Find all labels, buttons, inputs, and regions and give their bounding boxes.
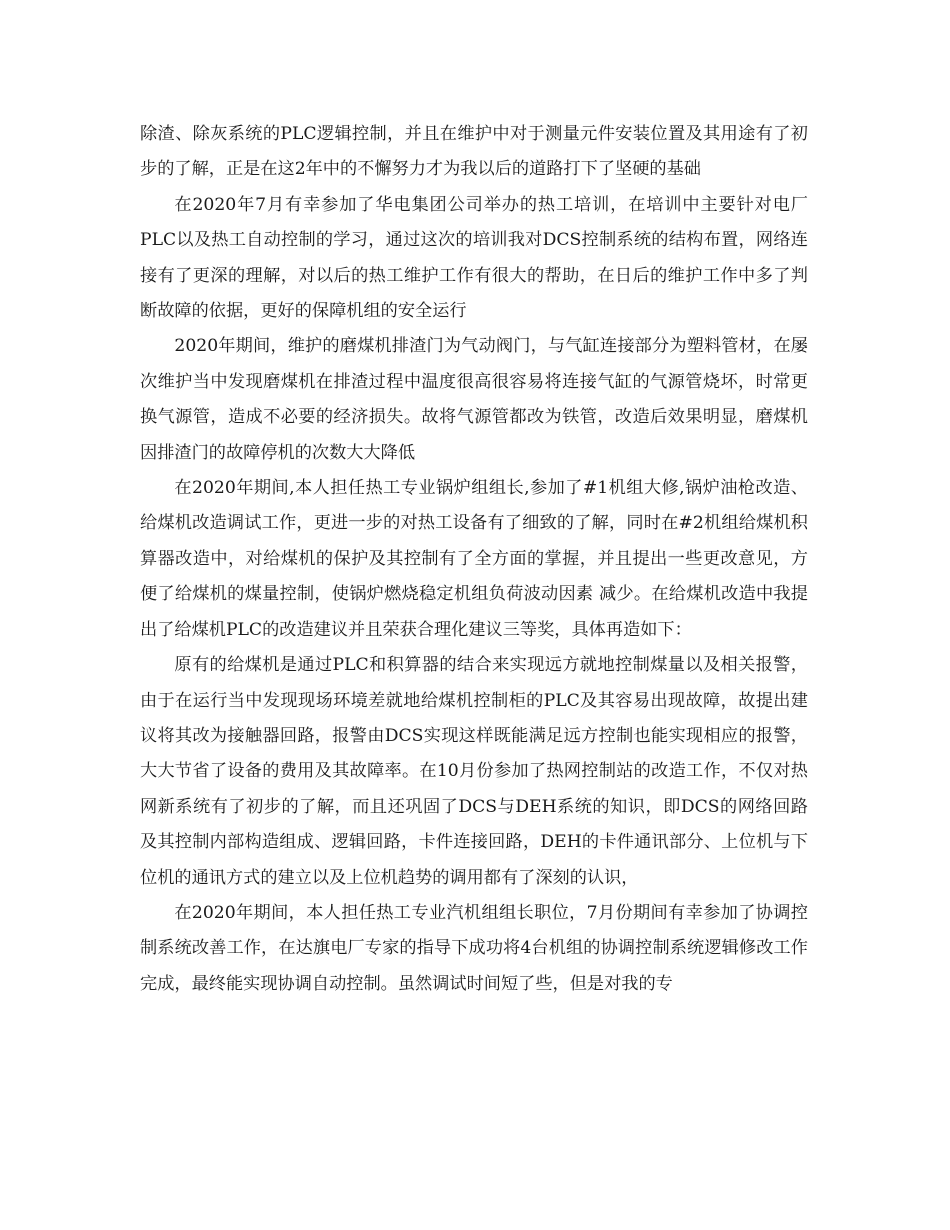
document-body xyxy=(140,117,808,1002)
paragraph-boiler-group: 在2020年期间,本人担任热工专业锅炉组组长,参加了#1机组大修,锅炉油枪改造、给煤机改造调试工作，更进一步的对热工设备有了细致的了解，同时在#2机组给煤机积算器改造中，对给煤机的保护及其控制有了全方面的掌握，并且提出一些更改意见，方便了给煤机的煤量控制，使锅炉燃烧稳定机组负荷波动因素 减少。在给煤机改造中我提出了给煤机PLC的改造建议并且荣获合理化建议三等奖，具体再造如下： xyxy=(140,478,808,640)
paragraph-turbine-group: 在2020年期间，本人担任热工专业汽机组组长职位，7月份期间有幸参加了协调控制系统改善工作，在达旗电厂专家的指导下成功将4台机组的协调控制系统逻辑修改工作完成，最终能实现协调自动控制。虽然调试时间短了些，但是对我的专 xyxy=(140,902,808,994)
paragraph-training: 在2020年7月有幸参加了华电集团公司举办的热工培训，在培训中主要针对电厂PLC以及热工自动控制的学习，通过这次的培训我对DCS控制系统的结构布置，网络连接有了更深的理解，对以后的热工维护工作有很大的帮助，在日后的维护工作中多了判断故障的依据，更好的保障机组的安全运行 xyxy=(140,194,808,322)
paragraph-continued: 除渣、除灰系统的PLC逻辑控制，并且在维护中对于测量元件安装位置及其用途有了初步的了解，正是在这2年中的不懈努力才为我以后的道路打下了坚硬的基础 xyxy=(140,124,808,180)
paragraph-coal-feeder: 原有的给煤机是通过PLC和积算器的结合来实现远方就地控制煤量以及相关报警，由于在运行当中发现现场环境差就地给煤机控制柜的PLC及其容易出现故障，故提出建议将其改为接触器回路，报警由DCS实现这样既能满足远方控制也能实现相应的报警，大大节省了设备的费用及其故障率。在10月份参加了热网控制站的改造工作，不仅对热网新系统有了初步的了解，而且还巩固了DCS与DEH系统的知识，即DCS的网络回路及其控制内部构造组成、逻辑回路，卡件连接回路，DEH的卡件通讯部分、上位机与下位机的通讯方式的建立以及上位机趋势的调用都有了深刻的认识， xyxy=(140,655,808,888)
paragraph-coal-mill: 2020年期间，维护的磨煤机排渣门为气动阀门，与气缸连接部分为塑料管材，在屡次维护当中发现磨煤机在排渣过程中温度很高很容易将连接气缸的气源管烧坏，时常更换气源管，造成不必要的经济损失。故将气源管都改为铁管，改造后效果明显，磨煤机因排渣门的故障停机的次数大大降低 xyxy=(140,336,808,463)
